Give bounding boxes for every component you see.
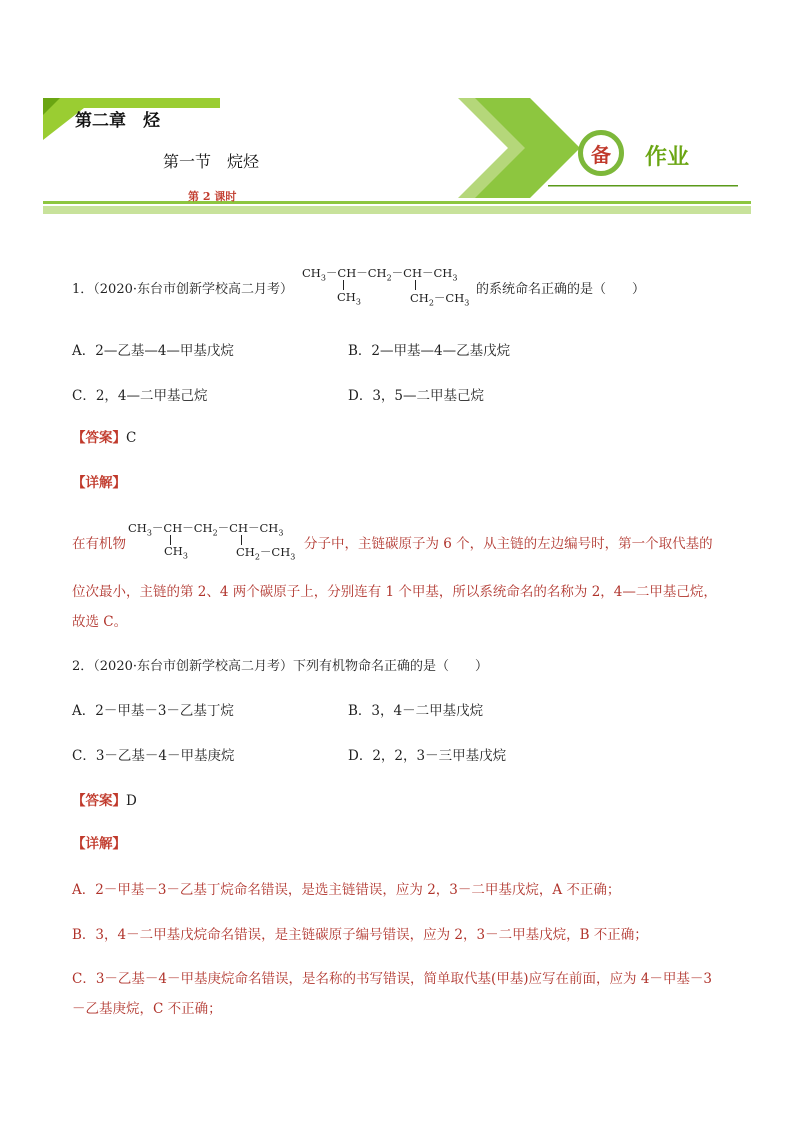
q2-detail-a: A．2－甲基－3－乙基丁烷命名错误，是选主链错误，应为 2，3－二甲基戊烷，A 不正确； <box>72 882 621 898</box>
q1-option-a: A．2—乙基—4—甲基戊烷 <box>72 343 234 359</box>
badge-circle-icon <box>578 130 624 176</box>
badge-char: 备 <box>591 142 611 167</box>
homework-label: 作业 <box>645 145 690 170</box>
q1-detail-line1: 分子中，主链碳原子为 6 个，从主链的左边编号时，第一个取代基的 <box>304 536 713 552</box>
q1-detail-line2: 位次最小，主链的第 2、4 两个碳原子上，分别连有 1 个甲基，所以系统命名的名称为 2，4—二甲基己烷， <box>72 584 717 600</box>
q1-answer-tag: 【答案】 <box>72 430 126 446</box>
q2-answer <box>72 789 137 809</box>
q1-prefix: 1．（2020·东台市创新学校高二月考） <box>72 282 293 297</box>
q1-option-b: B．2—甲基—4—乙基戊烷 <box>348 343 511 359</box>
section-title: 第一节 烷烃 <box>163 152 260 171</box>
q2-option-d: D．2，2，3－三甲基戊烷 <box>348 748 507 764</box>
q2-option-b: B．3，4－二甲基戊烷 <box>348 703 484 719</box>
q1-answer <box>72 426 136 446</box>
q2-answer-tag: 【答案】 <box>72 793 126 809</box>
q2-detail-tag: 【详解】 <box>72 836 126 852</box>
q2-detail-heading <box>72 832 126 852</box>
q1-detail-tag: 【详解】 <box>72 475 126 491</box>
q2-stem: 2．（2020·东台市创新学校高二月考）下列有机物命名正确的是（ ） <box>72 659 488 674</box>
q1-detail-prefix: 在有机物 <box>72 536 126 552</box>
q2-detail-b: B．3，4－二甲基戊烷命名错误，是主链碳原子编号错误，应为 2，3－二甲基戊烷，B 不正确； <box>72 927 648 943</box>
lesson-label: 第 2 课时 <box>188 190 237 203</box>
q1-detail-line3: 故选 C。 <box>72 614 128 630</box>
q2-option-c: C．3－乙基－4－甲基庚烷 <box>72 748 235 764</box>
q1-suffix: 的系统命名正确的是（ ） <box>476 282 646 297</box>
chapter-title: 第二章 烃 <box>75 111 160 131</box>
q2-detail-c1: C．3－乙基－4－甲基庚烷命名错误，是名称的书写错误，简单取代基(甲基)应写在前面，应为 4－甲基－3 <box>72 971 713 987</box>
q2-detail-c2: －乙基庚烷，C 不正确； <box>72 1001 222 1017</box>
q1-option-d: D．3，5—二甲基己烷 <box>348 388 485 404</box>
q1-option-c: C．2，4—二甲基己烷 <box>72 388 208 404</box>
q2-option-a: A．2－甲基－3－乙基丁烷 <box>72 703 234 719</box>
q1-detail-heading <box>72 471 126 491</box>
q2-answer-value: D <box>126 793 137 809</box>
q1-answer-value: C <box>126 430 137 446</box>
